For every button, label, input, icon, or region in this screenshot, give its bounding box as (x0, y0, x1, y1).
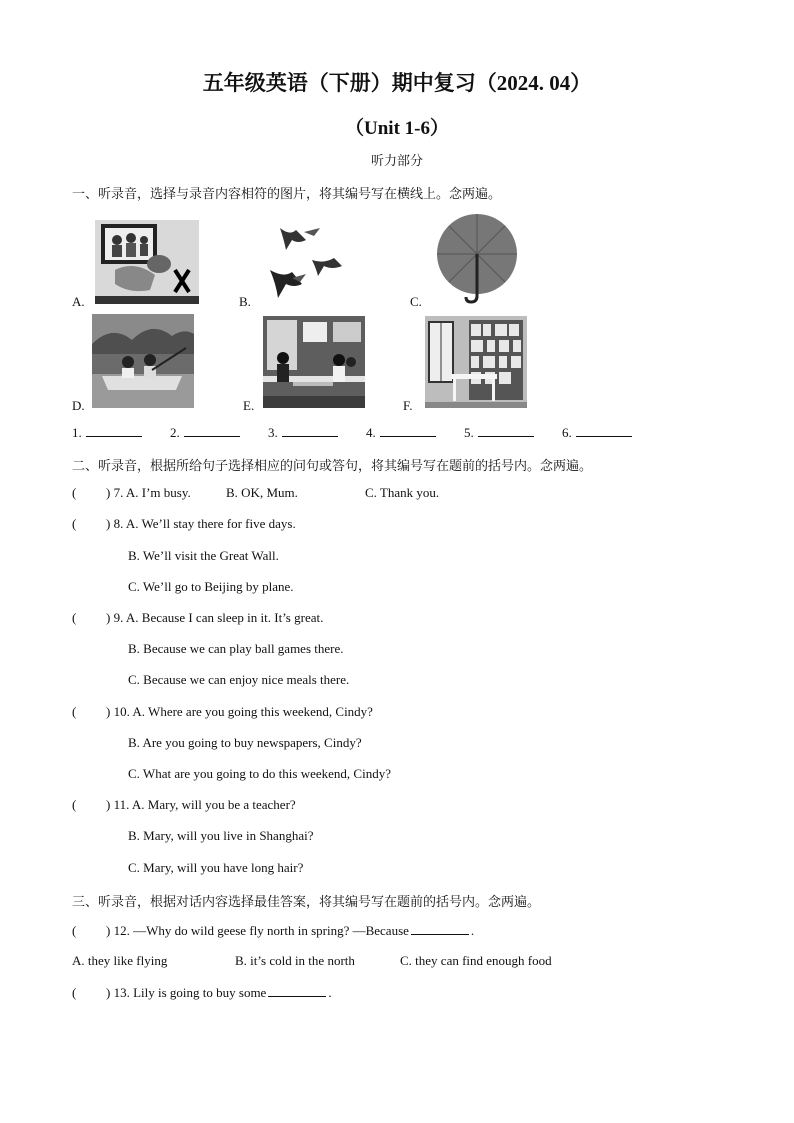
tv-family-icon (95, 220, 199, 304)
question-7: ( ) 7. A. I’m busy. (72, 485, 191, 500)
pic-label-f: F. (403, 398, 413, 413)
question-9: ( ) 9. A. Because I can sleep in it. It’s great. (72, 610, 324, 625)
fill-blank[interactable] (411, 922, 469, 935)
classroom-icon (263, 316, 365, 408)
q12-option-c: C. they can find enough food (400, 953, 552, 968)
study-room-icon (425, 316, 527, 408)
answer-paren[interactable]: ( (72, 485, 77, 500)
question-10: ( ) 10. A. Where are you going this weekend, Cindy? (72, 704, 373, 719)
q11-option-c: C. Mary, will you have long hair? (128, 860, 304, 875)
section1-instruction: 一、听录音，选择与录音内容相符的图片，将其编号写在横线上。念两遍。 (72, 187, 502, 202)
boating-icon (92, 314, 194, 408)
answer-5[interactable]: 5. (464, 424, 534, 441)
answer-paren[interactable]: ( (72, 923, 77, 938)
answer-paren[interactable]: ( (72, 985, 77, 1000)
pic-label-d: D. (72, 398, 85, 413)
page-subtitle: （Unit 1-6） (345, 118, 449, 139)
answer-paren[interactable]: ( (72, 610, 77, 625)
q12-option-b: B. it’s cold in the north (235, 953, 355, 968)
answer-paren[interactable]: ( (72, 516, 77, 531)
section3-instruction: 三、听录音，根据对话内容选择最佳答案，将其编号写在题前的括号内。念两遍。 (72, 895, 541, 910)
q9-option-b: B. Because we can play ball games there. (128, 641, 344, 656)
q7-option-c: C. Thank you. (365, 485, 440, 500)
pic-label-e: E. (243, 398, 255, 413)
answer-2[interactable]: 2. (170, 424, 240, 441)
q10-option-c: C. What are you going to do this weekend, Cindy? (128, 766, 391, 781)
q8-option-c: C. We’ll go to Beijing by plane. (128, 579, 294, 594)
answer-6[interactable]: 6. (562, 424, 632, 441)
answer-4[interactable]: 4. (366, 424, 436, 441)
answer-blank-row (72, 424, 142, 441)
q11-option-b: B. Mary, will you live in Shanghai? (128, 828, 314, 843)
question-13: ( ) 13. Lily is going to buy some . (72, 985, 332, 1000)
q9-option-c: C. Because we can enjoy nice meals there. (128, 672, 350, 687)
answer-paren[interactable]: ( (72, 797, 77, 812)
pic-label-b: B. (239, 294, 251, 309)
umbrella-icon (432, 212, 522, 304)
part-heading: 听力部分 (370, 154, 423, 169)
q12-option-a: A. they like flying (72, 953, 168, 968)
page-title: 五年级英语（下册）期中复习（2024. 04） (202, 71, 592, 95)
pic-label-a: A. (72, 294, 85, 309)
answer-paren[interactable]: ( (72, 704, 77, 719)
section2-instruction: 二、听录音，根据所给句子选择相应的问句或答句，将其编号写在题前的括号内。念两遍。 (72, 459, 593, 474)
question-8: ( ) 8. A. We’ll stay there for five days. (72, 516, 296, 531)
question-11: ( ) 11. A. Mary, will you be a teacher? (72, 797, 296, 812)
fill-blank[interactable] (268, 984, 326, 997)
wild-geese-icon (262, 218, 362, 304)
q10-option-b: B. Are you going to buy newspapers, Cindy? (128, 735, 362, 750)
question-12: ( ) 12. —Why do wild geese fly north in spring? —Because . (72, 923, 475, 938)
pic-label-c: C. (410, 294, 422, 309)
answer-1[interactable]: 1. (72, 425, 142, 440)
q8-option-b: B. We’ll visit the Great Wall. (128, 548, 279, 563)
answer-3[interactable]: 3. (268, 424, 338, 441)
q7-option-b: B. OK, Mum. (226, 485, 298, 500)
